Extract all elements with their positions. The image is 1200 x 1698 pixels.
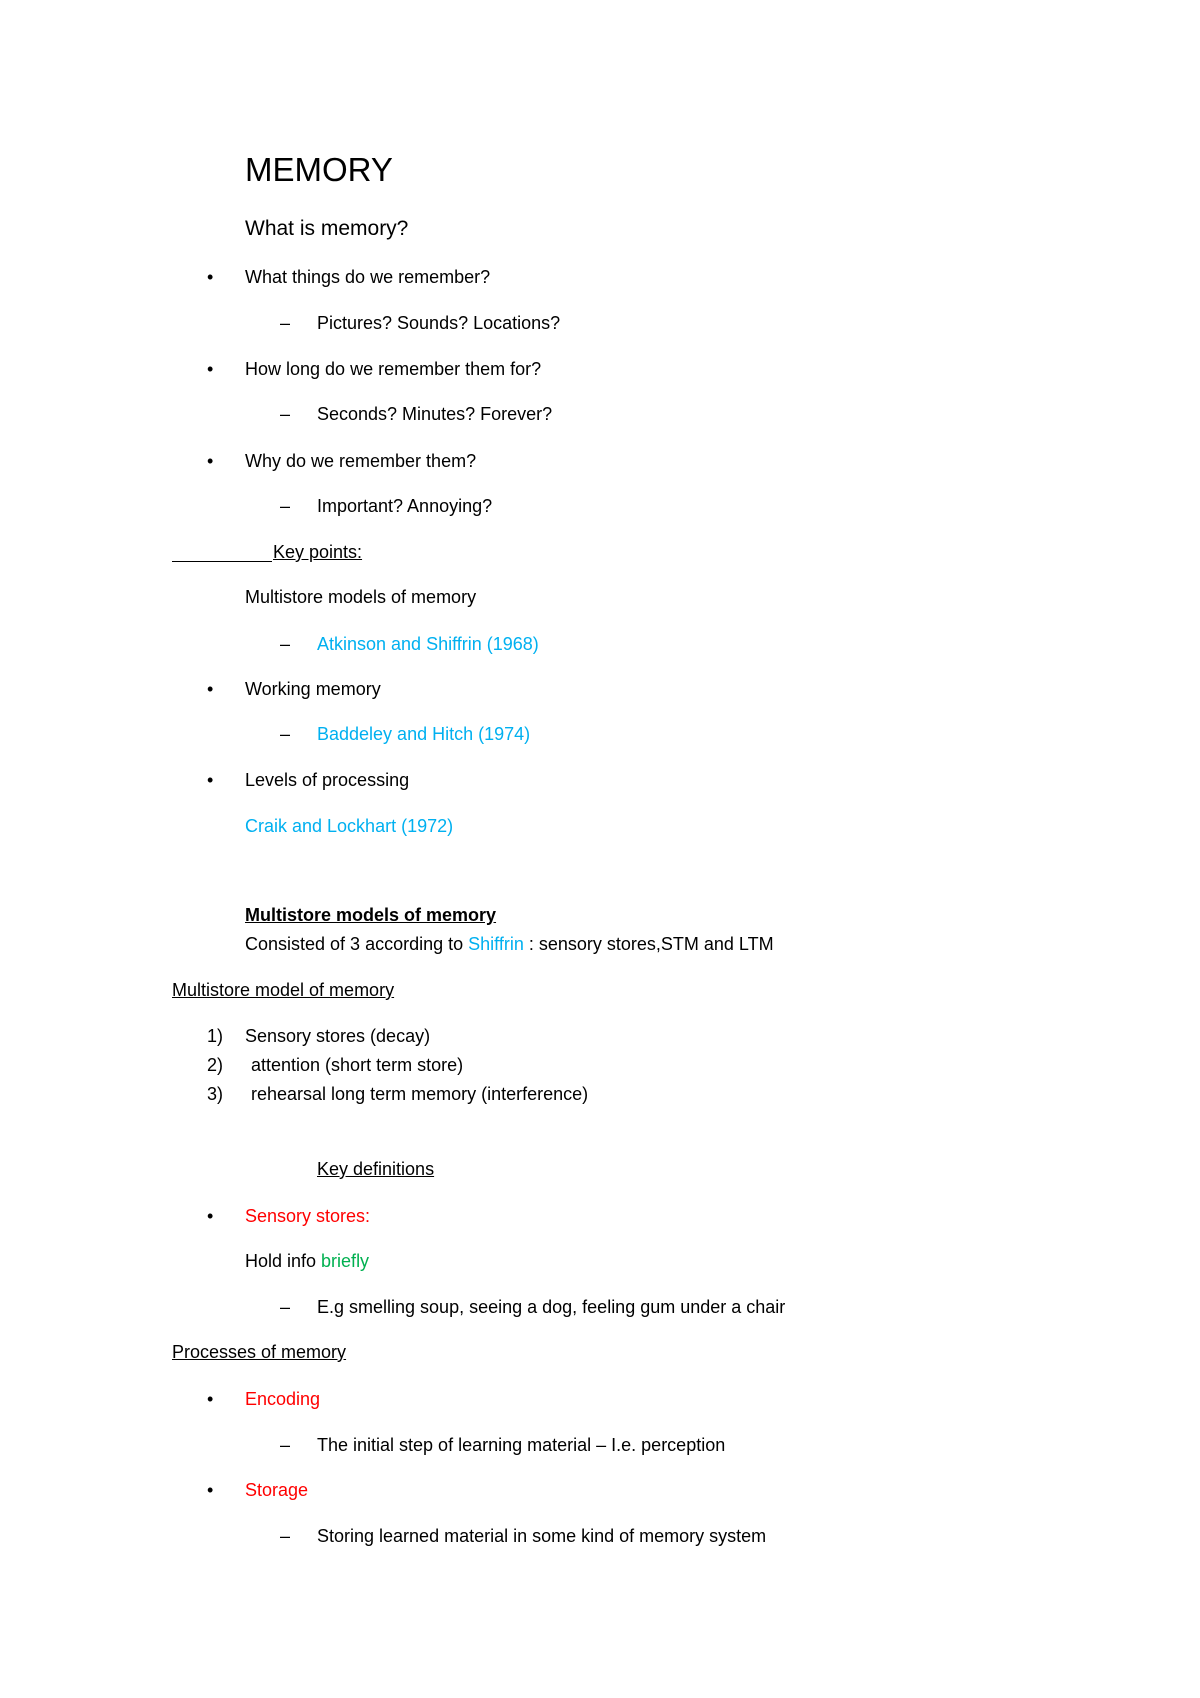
dash-icon: – bbox=[280, 1435, 291, 1455]
list-item: attention (short term store) bbox=[251, 1055, 464, 1075]
list-item: rehearsal long term memory (interference) bbox=[251, 1084, 589, 1104]
intro-question-3: Why do we remember them? bbox=[245, 451, 477, 471]
key-point-3: Levels of processing bbox=[245, 770, 410, 790]
page-subtitle: What is memory? bbox=[245, 217, 409, 240]
dash-icon: – bbox=[280, 313, 291, 333]
process-storage: Storage bbox=[245, 1480, 309, 1500]
bullet-icon: • bbox=[207, 1480, 214, 1500]
definition-example: E.g smelling soup, seeing a dog, feeling gum under a chair bbox=[317, 1297, 786, 1317]
process-storage-description: Storing learned material in some kind of memory system bbox=[317, 1526, 767, 1546]
process-encoding: Encoding bbox=[245, 1389, 321, 1409]
dash-icon: – bbox=[280, 496, 291, 516]
key-points-heading: Key points: bbox=[273, 542, 363, 562]
shiffrin-reference: Shiffrin bbox=[468, 934, 524, 954]
bullet-icon: • bbox=[207, 1206, 214, 1226]
dash-icon: – bbox=[280, 634, 291, 654]
intro-answer-1: Pictures? Sounds? Locations? bbox=[317, 313, 561, 333]
list-number: 1) bbox=[207, 1026, 224, 1046]
dash-icon: – bbox=[280, 404, 291, 424]
key-point-2-reference: Baddeley and Hitch (1974) bbox=[317, 724, 531, 744]
key-point-3-reference: Craik and Lockhart (1972) bbox=[245, 816, 454, 836]
bullet-icon: • bbox=[207, 359, 214, 379]
bullet-icon: • bbox=[207, 451, 214, 471]
multistore-description bbox=[245, 932, 774, 956]
key-point-1-reference: Atkinson and Shiffrin (1968) bbox=[317, 634, 539, 654]
multistore-model-heading: Multistore model of memory bbox=[172, 980, 395, 1000]
list-number: 3) bbox=[207, 1084, 224, 1104]
bullet-icon: • bbox=[207, 770, 214, 790]
list-number: 2) bbox=[207, 1055, 224, 1075]
key-definitions-heading: Key definitions bbox=[317, 1159, 435, 1179]
multistore-description-text: Consisted of 3 according to bbox=[245, 934, 469, 954]
definition-description bbox=[245, 1249, 369, 1273]
multistore-description-tail: : sensory stores,STM and LTM bbox=[523, 934, 774, 954]
processes-heading: Processes of memory bbox=[172, 1342, 347, 1362]
multistore-heading: Multistore models of memory bbox=[245, 905, 497, 925]
list-item: Sensory stores (decay) bbox=[245, 1026, 431, 1046]
page-title: MEMORY bbox=[245, 151, 393, 188]
bullet-icon: • bbox=[207, 267, 214, 287]
underline-rule bbox=[172, 561, 272, 562]
intro-answer-2: Seconds? Minutes? Forever? bbox=[317, 404, 553, 424]
bullet-icon: • bbox=[207, 1389, 214, 1409]
key-point-2: Working memory bbox=[245, 679, 381, 699]
intro-answer-3: Important? Annoying? bbox=[317, 496, 493, 516]
dash-icon: – bbox=[280, 1526, 291, 1546]
dash-icon: – bbox=[280, 1297, 291, 1317]
bullet-icon: • bbox=[207, 679, 214, 699]
definition-term: Sensory stores: bbox=[245, 1206, 371, 1226]
definition-highlight: briefly bbox=[321, 1251, 370, 1271]
intro-question-1: What things do we remember? bbox=[245, 267, 491, 287]
dash-icon: – bbox=[280, 724, 291, 744]
intro-question-2: How long do we remember them for? bbox=[245, 359, 542, 379]
process-encoding-description: The initial step of learning material – I.e. perception bbox=[317, 1435, 726, 1455]
definition-description-text: Hold info bbox=[245, 1251, 322, 1271]
key-point-1: Multistore models of memory bbox=[245, 587, 477, 607]
